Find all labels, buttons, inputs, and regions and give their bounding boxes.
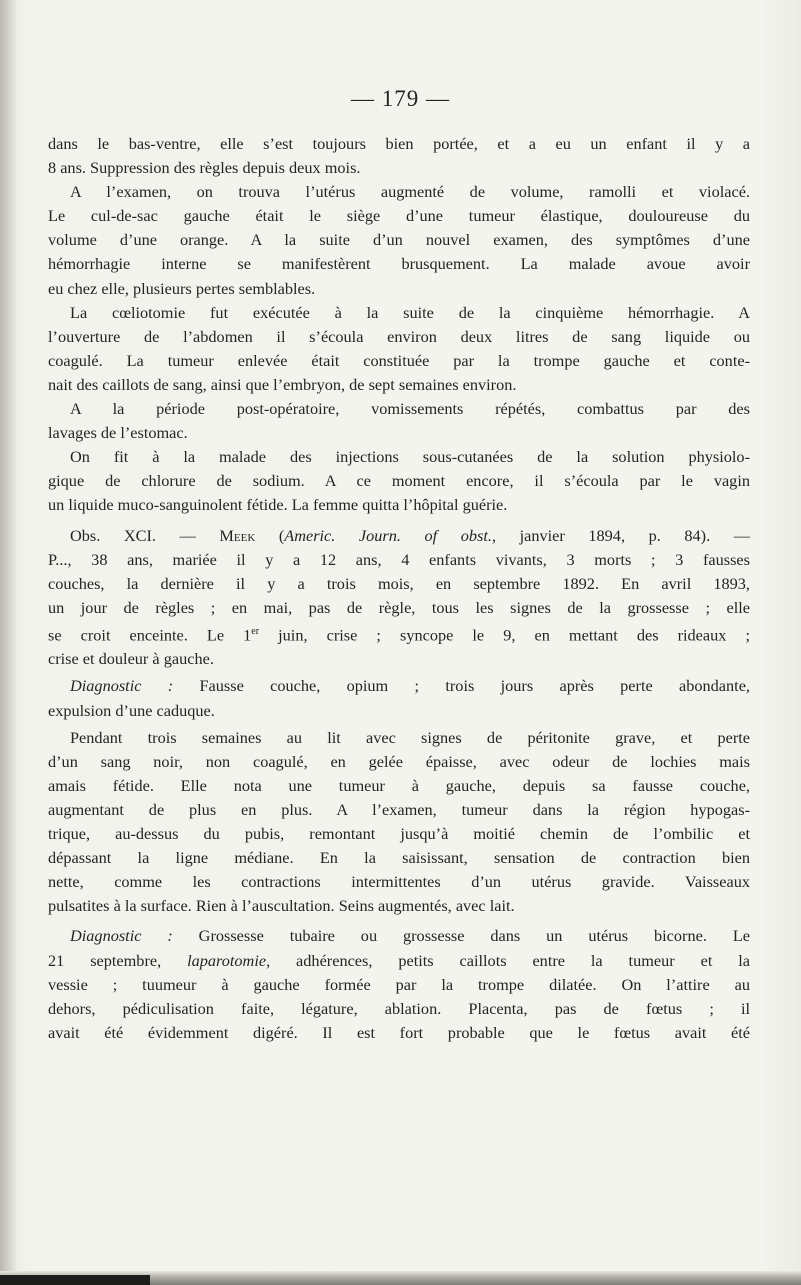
text-line: amais fétide. Elle nota une tumeur à gauche, depuis sa fausse couche,	[48, 775, 750, 795]
text-line: dehors, pédiculisation faite, légature, ablation. Placenta, pas de fœtus ; il	[48, 998, 750, 1018]
text-line: vessie ; tuumeur à gauche formée par la trompe dilatée. On l’attire au	[48, 974, 750, 994]
text-line: P..., 38 ans, mariée il y a 12 ans, 4 enfants vivants, 3 morts ; 3 fausses	[48, 549, 750, 569]
text-line: lavages de l’estomac.	[48, 423, 188, 443]
text-line: l’ouverture de l’abdomen il s’écoula environ deux litres de sang liquide ou	[48, 326, 750, 346]
text-line: couches, la dernière il y a trois mois, en septembre 1892. En avril 1893,	[48, 573, 750, 593]
text-line: nait des caillots de sang, ainsi que l’embryon, de sept semaines environ.	[48, 374, 517, 394]
text-line: crise et douleur à gauche.	[48, 649, 214, 669]
text-line: coagulé. La tumeur enlevée était constituée par la trompe gauche et conte-	[48, 350, 750, 370]
page-number: — 179 —	[351, 86, 450, 111]
text-line: La cœliotomie fut exécutée à la suite de la cinquième hémorrhagie. A	[70, 302, 750, 322]
text-line: un liquide muco-sanguinolent fétide. La femme quitta l’hôpital guérie.	[48, 495, 508, 515]
text-line: 21 septembre, laparotomie, adhérences, petits caillots entre la tumeur et la	[48, 950, 750, 970]
text-line: Diagnostic : Fausse couche, opium ; trois jours après perte abondante,	[70, 676, 750, 696]
text-line: expulsion d’une caduque.	[48, 700, 215, 720]
text-line: Pendant trois semaines au lit avec signes de péritonite grave, et perte	[70, 727, 750, 747]
text-line: gique de chlorure de sodium. A ce moment encore, il s’écoula par le vagin	[48, 471, 750, 491]
text-line: On fit à la malade des injections sous-cutanées de la solution physiolo-	[70, 447, 750, 467]
text-line: augmentant de plus en plus. A l’examen, tumeur dans la région hypogas-	[48, 799, 750, 819]
text-line: hémorrhagie interne se manifestèrent brusquement. La malade avoue avoir	[48, 254, 750, 274]
text-line: Diagnostic : Grossesse tubaire ou grossesse dans un utérus bicorne. Le	[70, 926, 750, 946]
text-line: 8 ans. Suppression des règles depuis deux mois.	[48, 158, 361, 178]
text-line: dépassant la ligne médiane. En la saisissant, sensation de contraction bien	[48, 848, 750, 868]
text-line: eu chez elle, plusieurs pertes semblables.	[48, 278, 316, 298]
text-line: d’un sang noir, non coagulé, en gelée épaisse, avec odeur de lochies mais	[48, 751, 750, 771]
page-corner-shadow	[0, 1275, 150, 1285]
text-line: A la période post-opératoire, vomissements répétés, combattus par des	[70, 399, 750, 419]
text-line: volume d’une orange. A la suite d’un nouvel examen, des symptômes d’une	[48, 230, 750, 250]
text-line: Obs. XCI. — Meek (Americ. Journ. of obst., janvier 1894, p. 84). —	[70, 525, 750, 545]
body-text	[48, 132, 750, 1045]
text-line: un jour de règles ; en mai, pas de règle, tous les signes de la grossesse ; elle	[48, 597, 750, 617]
text-line: nette, comme les contractions intermittentes d’un utérus gravide. Vaisseaux	[48, 872, 750, 892]
text-line: pulsatites à la surface. Rien à l’auscultation. Seins augmentés, avec lait.	[48, 896, 515, 916]
text-line: avait été évidemment digéré. Il est fort probable que le fœtus avait été	[48, 1022, 750, 1042]
text-line: A l’examen, on trouva l’utérus augmenté de volume, ramolli et violacé.	[70, 182, 750, 202]
page-binding-shadow	[0, 0, 16, 1285]
text-line: trique, au-dessus du pubis, remontant jusqu’à moitié chemin de l’ombilic et	[48, 824, 750, 844]
text-line: Le cul-de-sac gauche était le siège d’une tumeur élastique, douloureuse du	[48, 206, 750, 226]
text-line: se croit enceinte. Le 1er juin, crise ; syncope le 9, en mettant des rideaux ;	[48, 625, 750, 645]
text-line: dans le bas-ventre, elle s’est toujours bien portée, et a eu un enfant il y a	[48, 134, 750, 153]
